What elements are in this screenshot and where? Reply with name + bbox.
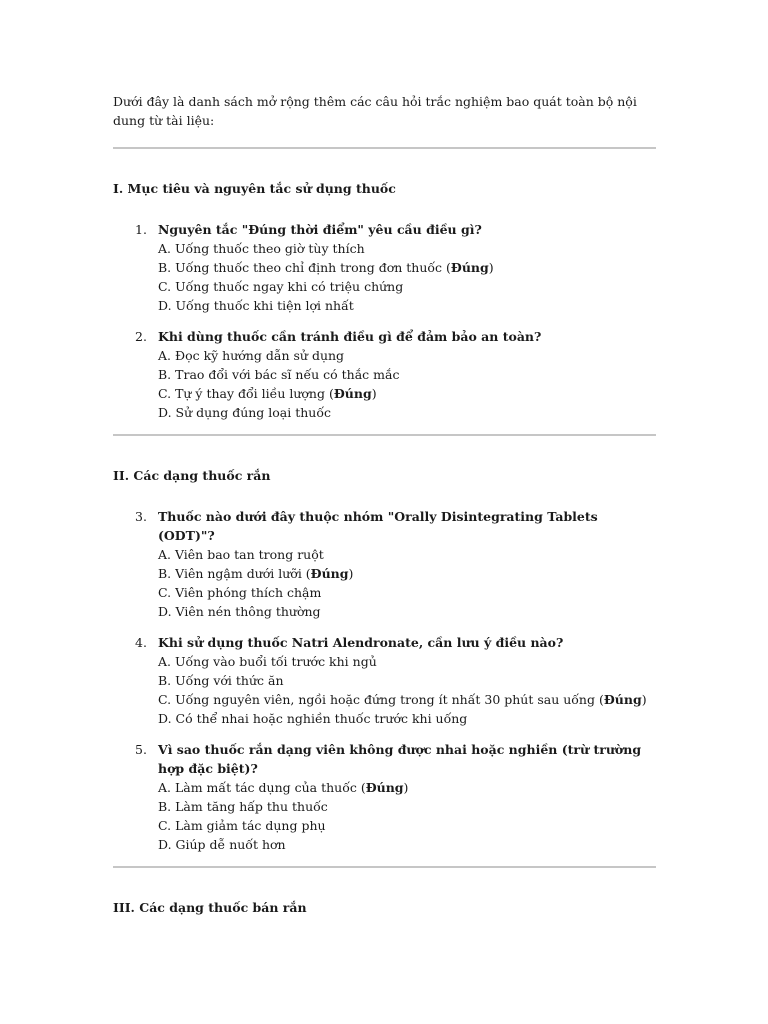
section-title: III. Các dạng thuốc bán rắn xyxy=(113,900,307,915)
correct-answer-mark: Đúng xyxy=(603,692,642,707)
answer-option xyxy=(158,239,657,258)
question-number: 3. xyxy=(135,509,147,524)
section-title: II. Các dạng thuốc rắn xyxy=(113,468,271,483)
option-text: B. Viên ngậm dưới lưỡi ( xyxy=(158,566,311,581)
option-text: D. Viên nén thông thường xyxy=(158,604,321,619)
correct-answer-mark: Đúng xyxy=(310,566,349,581)
option-text: B. Uống thuốc theo chỉ định trong đơn thuốc ( xyxy=(158,260,451,275)
question-text: Khi sử dụng thuốc Natri Alendronate, cần lưu ý điều nào? xyxy=(158,635,564,650)
answer-option xyxy=(158,365,657,384)
divider xyxy=(113,434,656,436)
answer-option xyxy=(158,583,657,602)
document-page xyxy=(113,92,657,939)
question-number: 1. xyxy=(135,222,147,237)
answer-option xyxy=(158,797,657,816)
question-text: Thuốc nào dưới đây thuộc nhóm "Orally Disintegrating Tablets (ODT)"? xyxy=(158,509,598,543)
question-item xyxy=(113,507,657,621)
option-text: A. Uống vào buổi tối trước khi ngủ xyxy=(158,654,377,669)
option-text: B. Trao đổi với bác sĩ nếu có thắc mắc xyxy=(158,367,400,382)
answer-option xyxy=(158,403,657,422)
option-text: A. Làm mất tác dụng của thuốc ( xyxy=(158,780,366,795)
answer-option xyxy=(158,690,657,709)
divider xyxy=(113,147,656,149)
option-text: C. Viên phóng thích chậm xyxy=(158,585,322,600)
answer-option xyxy=(158,778,657,797)
correct-answer-mark: Đúng xyxy=(450,260,489,275)
option-text: B. Uống với thức ăn xyxy=(158,673,284,688)
question-item xyxy=(113,220,657,315)
question-item xyxy=(113,327,657,422)
option-text: D. Sử dụng đúng loại thuốc xyxy=(158,405,331,420)
question-text: Vì sao thuốc rắn dạng viên không được nhai hoặc nghiền (trừ trường hợp đặc biệt)? xyxy=(158,742,642,776)
answer-option xyxy=(158,296,657,315)
option-text-tail: ) xyxy=(488,260,494,275)
answer-option xyxy=(158,652,657,671)
question-text: Khi dùng thuốc cần tránh điều gì để đảm bảo an toàn? xyxy=(158,329,542,344)
option-text-tail: ) xyxy=(348,566,354,581)
correct-answer-mark: Đúng xyxy=(365,780,404,795)
question-number: 2. xyxy=(135,329,147,344)
option-text-tail: ) xyxy=(641,692,647,707)
answer-option xyxy=(158,277,657,296)
answer-option xyxy=(158,602,657,621)
option-text: B. Làm tăng hấp thu thuốc xyxy=(158,799,328,814)
option-text: A. Uống thuốc theo giờ tùy thích xyxy=(158,241,365,256)
correct-answer-mark: Đúng xyxy=(333,386,372,401)
sections-container xyxy=(113,180,657,917)
option-text-tail: ) xyxy=(371,386,377,401)
answer-option xyxy=(158,816,657,835)
option-text: A. Đọc kỹ hướng dẫn sử dụng xyxy=(158,348,345,363)
question-item xyxy=(113,633,657,728)
answer-option xyxy=(158,671,657,690)
answer-option xyxy=(158,709,657,728)
option-text-tail: ) xyxy=(403,780,409,795)
option-text: D. Có thể nhai hoặc nghiền thuốc trước khi uống xyxy=(158,711,468,726)
answer-option xyxy=(158,346,657,365)
answer-option xyxy=(158,835,657,854)
option-text: C. Uống nguyên viên, ngồi hoặc đứng trong ít nhất 30 phút sau uống ( xyxy=(158,692,604,707)
answer-option xyxy=(158,384,657,403)
question-number: 4. xyxy=(135,635,147,650)
option-text: C. Tự ý thay đổi liều lượng ( xyxy=(158,386,334,401)
option-text: D. Uống thuốc khi tiện lợi nhất xyxy=(158,298,354,313)
answer-option xyxy=(158,258,657,277)
question-number: 5. xyxy=(135,742,147,757)
option-text: D. Giúp dễ nuốt hơn xyxy=(158,837,286,852)
question-text: Nguyên tắc "Đúng thời điểm" yêu cầu điều gì? xyxy=(158,222,482,237)
intro-paragraph: Dưới đây là danh sách mở rộng thêm các câu hỏi trắc nghiệm bao quát toàn bộ nội dung từ tài liệu: xyxy=(113,94,637,128)
answer-option xyxy=(158,564,657,583)
option-text: C. Uống thuốc ngay khi có triệu chứng xyxy=(158,279,404,294)
divider xyxy=(113,866,656,868)
section-title: I. Mục tiêu và nguyên tắc sử dụng thuốc xyxy=(113,181,396,196)
option-text: C. Làm giảm tác dụng phụ xyxy=(158,818,326,833)
option-text: A. Viên bao tan trong ruột xyxy=(158,547,324,562)
question-item xyxy=(113,740,657,854)
answer-option xyxy=(158,545,657,564)
